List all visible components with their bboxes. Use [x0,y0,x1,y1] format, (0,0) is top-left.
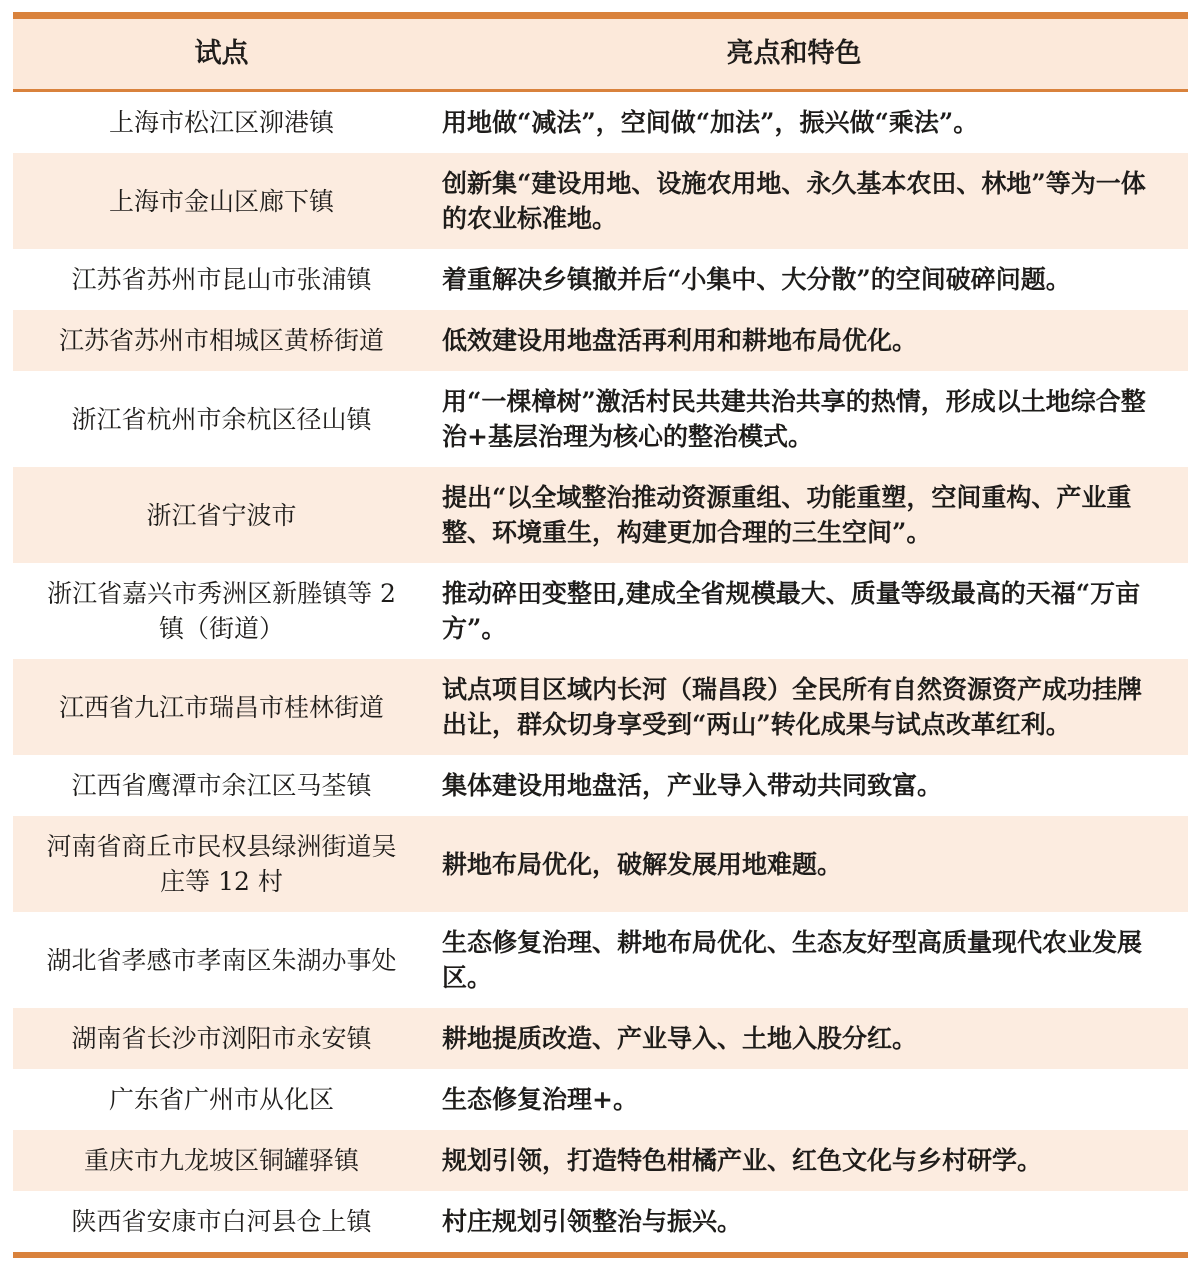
highlight-cell: 推动碎田变整田,建成全省规模最大、质量等级最高的天福“万亩方”。 [442,579,1141,643]
table-header-row [13,19,1188,92]
table-row [13,310,1188,371]
table-row [13,1191,1188,1252]
highlight-cell: 耕地提质改造、产业导入、土地入股分红。 [442,1024,918,1053]
highlight-cell: 低效建设用地盘活再利用和耕地布局优化。 [442,326,918,355]
pilot-cell: 河南省商丘市民权县绿洲街道吴庄等 12 村 [46,832,397,896]
pilot-cell: 广东省广州市从化区 [108,1085,334,1114]
pilot-cell: 重庆市九龙坡区铜罐驿镇 [83,1146,359,1175]
table-row [13,1008,1188,1069]
pilot-cell: 江苏省苏州市昆山市张浦镇 [71,265,372,294]
table-row [13,1130,1188,1191]
highlight-cell: 规划引领，打造特色柑橘产业、红色文化与乡村研学。 [442,1146,1043,1175]
pilot-cell: 浙江省嘉兴市秀洲区新塍镇等 2 镇（街道） [47,579,396,643]
pilot-cell: 陕西省安康市白河县仓上镇 [71,1207,372,1236]
pilot-highlights-table [13,12,1188,1258]
highlight-cell: 耕地布局优化，破解发展用地难题。 [442,849,843,879]
pilot-cell: 湖北省孝感市孝南区朱湖办事处 [46,945,397,975]
table-row [13,467,1188,563]
pilot-cell: 湖南省长沙市浏阳市永安镇 [71,1024,372,1053]
table-row [13,755,1188,816]
table-row [13,563,1188,659]
highlight-cell: 用“一棵樟树”激活村民共建共治共享的热情，形成以土地综合整治+基层治理为核心的整治模式。 [442,387,1146,451]
pilot-cell: 江西省鹰潭市余江区马荃镇 [71,771,372,800]
pilot-cell: 上海市松江区泖港镇 [108,108,334,137]
highlight-cell: 着重解决乡镇撤并后“小集中、大分散”的空间破碎问题。 [442,265,1071,294]
column-header-pilot: 试点 [194,38,249,69]
pilot-cell: 江西省九江市瑞昌市桂林街道 [58,692,384,722]
table-top-rule [13,12,1188,19]
highlight-cell: 试点项目区域内长河（瑞昌段）全民所有自然资源资产成功挂牌出让，群众切身享受到“两山”转化成果与试点改革红利。 [442,675,1143,739]
highlight-cell: 生态修复治理+。 [442,1085,638,1114]
table-row [13,659,1188,755]
pilot-cell: 浙江省宁波市 [146,500,297,530]
highlight-cell: 用地做“减法”，空间做“加法”，振兴做“乘法”。 [442,108,979,137]
table-row [13,912,1188,1008]
table-row [13,249,1188,310]
highlight-cell: 集体建设用地盘活，产业导入带动共同致富。 [442,771,943,800]
pilot-cell: 浙江省杭州市余杭区径山镇 [71,404,372,434]
highlight-cell: 提出“以全域整治推动资源重组、功能重塑，空间重构、产业重整、环境重生，构建更加合理的三生空间”。 [442,483,1132,547]
pilot-cell: 江苏省苏州市相城区黄桥街道 [58,326,384,355]
table-row [13,153,1188,249]
highlight-cell: 村庄规划引领整治与振兴。 [442,1207,743,1236]
table-row [13,92,1188,153]
column-header-highlights: 亮点和特色 [726,38,862,69]
table-row [13,816,1188,912]
table-row [13,1069,1188,1130]
highlight-cell: 生态修复治理、耕地布局优化、生态友好型高质量现代农业发展区。 [442,928,1143,992]
highlight-cell: 创新集“建设用地、设施农用地、永久基本农田、林地”等为一体的农业标准地。 [442,169,1146,233]
table-row [13,371,1188,467]
table-body [13,92,1188,1252]
pilot-cell: 上海市金山区廊下镇 [108,186,334,216]
table-bottom-rule [13,1252,1188,1258]
